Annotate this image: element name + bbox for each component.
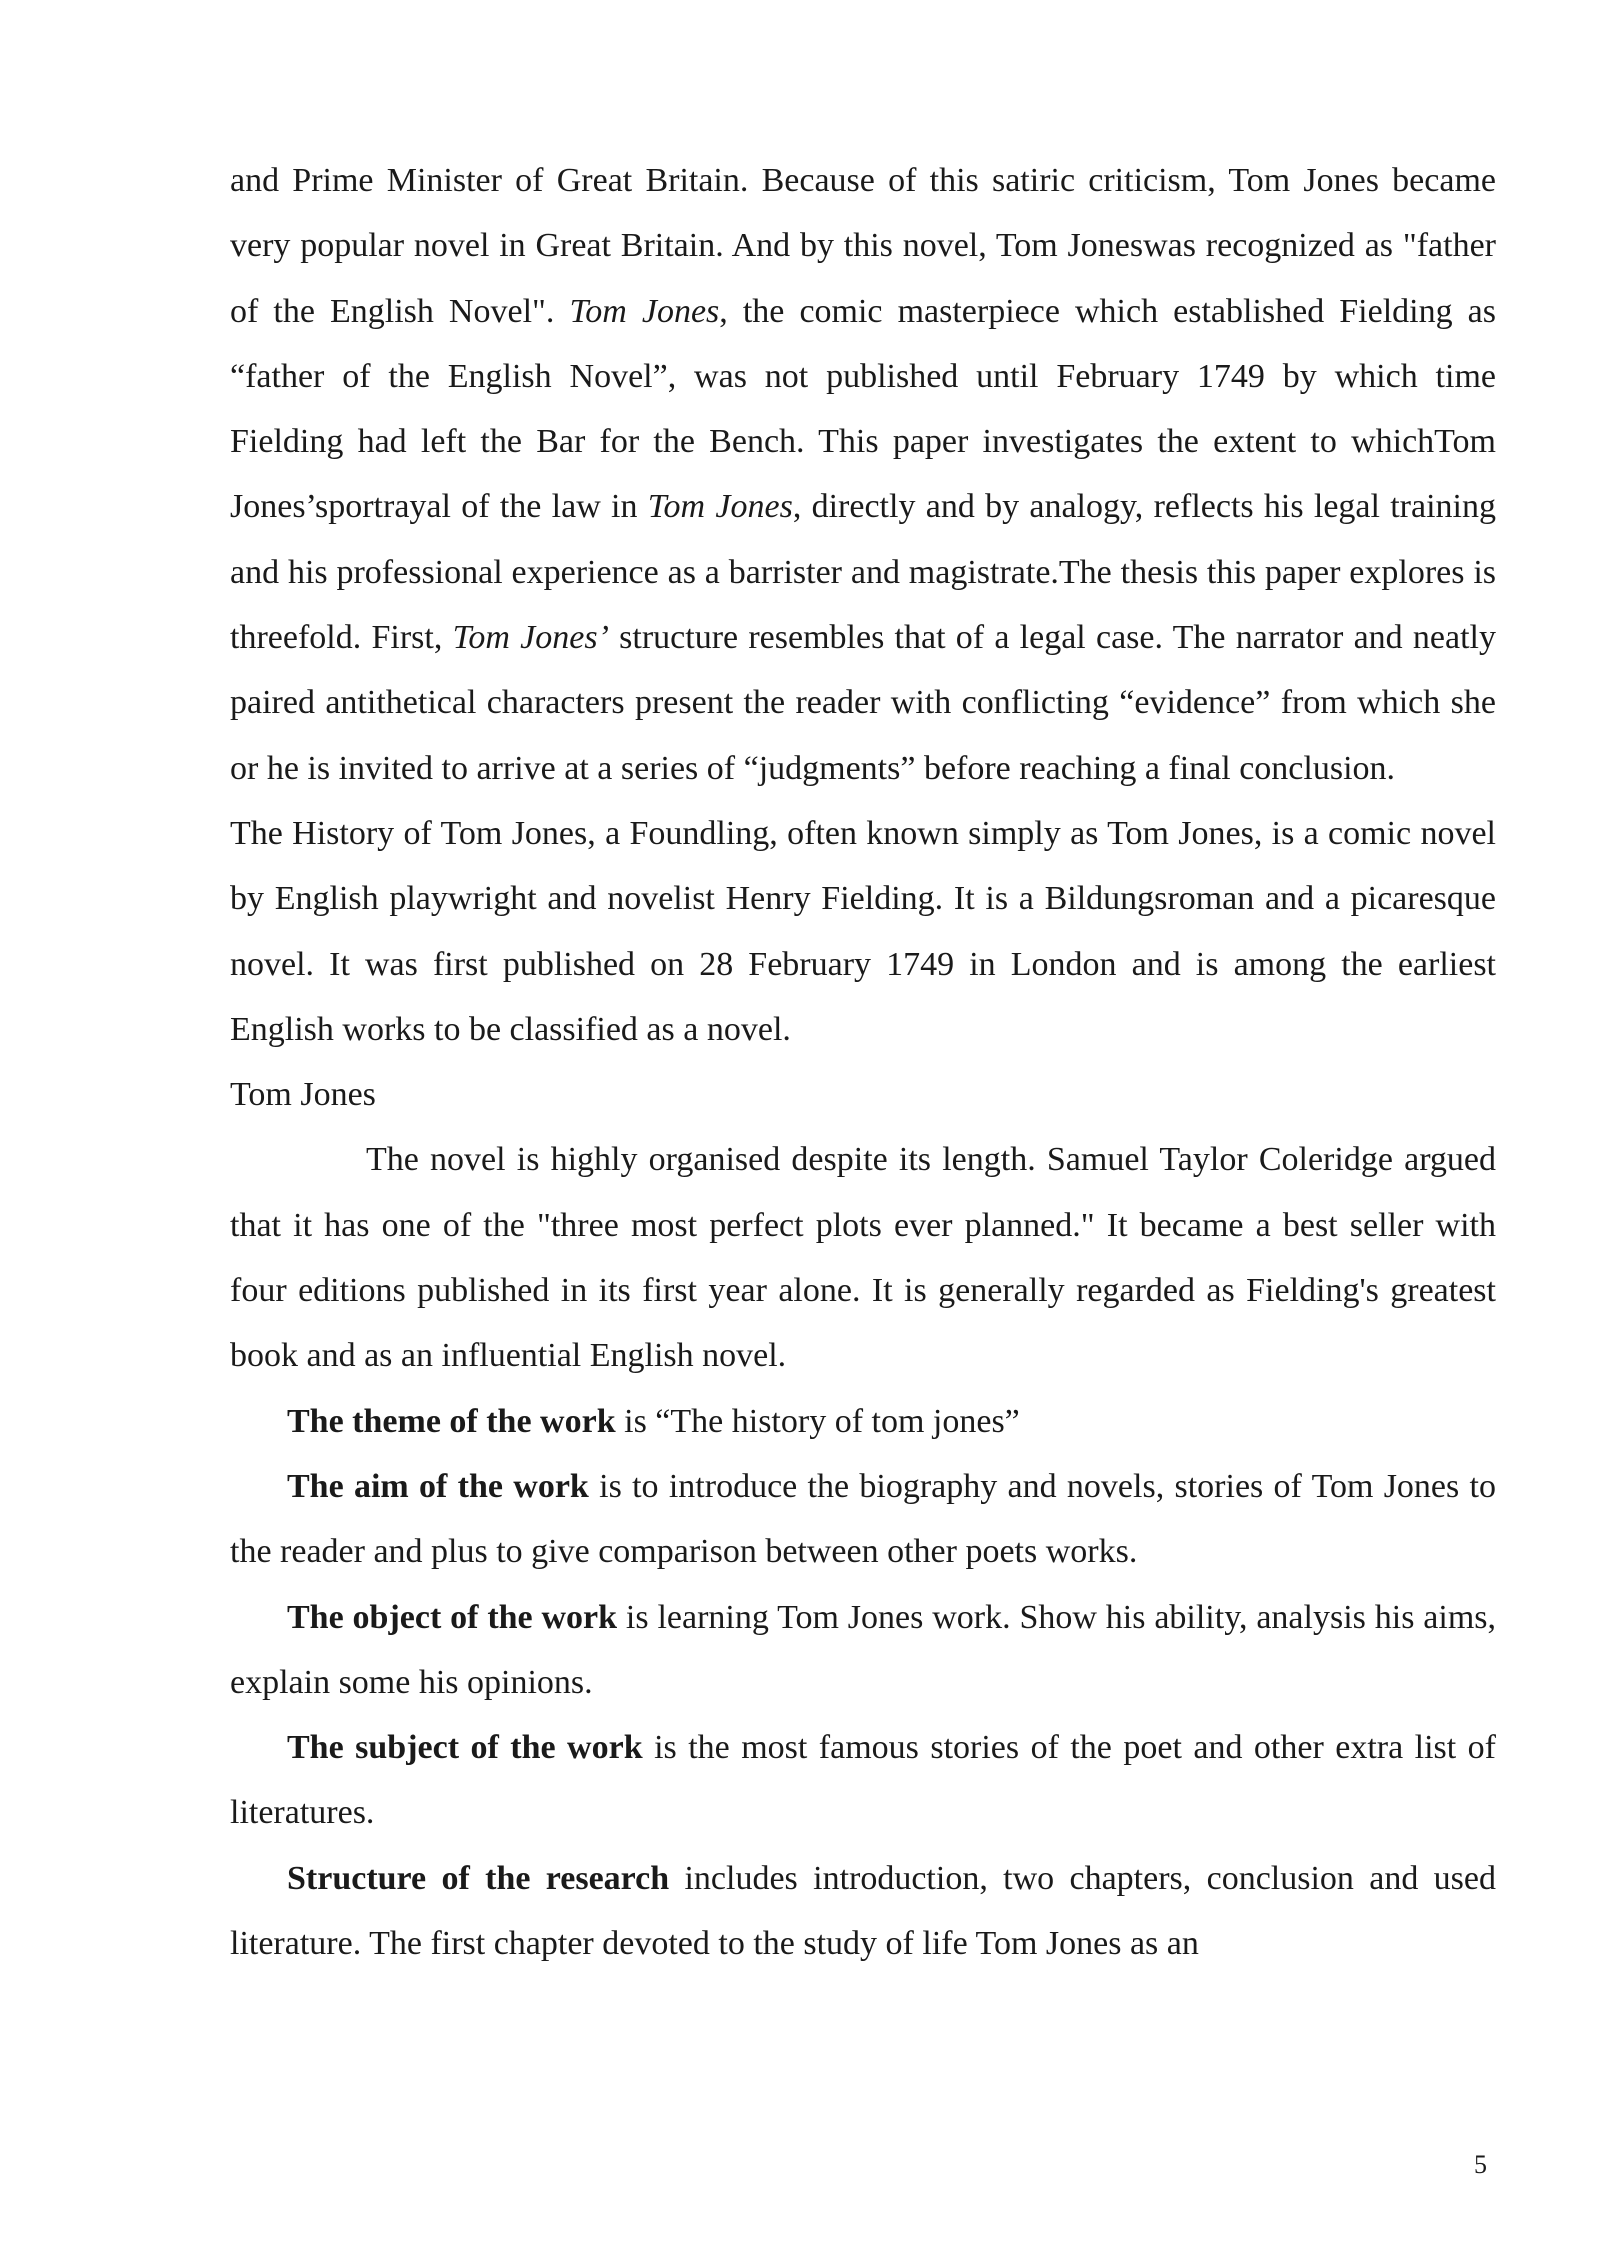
paragraph-fielding-satire — [230, 148, 1496, 801]
theme-label: The theme of the work — [287, 1402, 616, 1440]
paragraph-aim — [230, 1454, 1496, 1585]
paragraph-object — [230, 1585, 1496, 1716]
aim-text: is to introduce the biography and novels, stories of Tom Jones to the reader and plus to give comparison between other poets works. — [230, 1467, 1496, 1571]
text-run: , the comic masterpiece which established Fielding as “father of the English Novel”, was not published until February 1749 by which time Fielding had left the Bar for the Bench. This paper investigates the extent to whichTom Jones’sportrayal of the law in — [230, 292, 1496, 526]
paragraph-history-of-tom-jones: The History of Tom Jones, a Foundling, often known simply as Tom Jones, is a comic novel by English playwright and novelist Henry Fielding. It is a Bildungsroman and a picaresque novel. It was first published on 28 February 1749 in London and is among the earliest English works to be classified as a novel. — [230, 814, 1496, 1048]
italic-title: Tom Jones — [647, 488, 793, 526]
paragraph-subject — [230, 1715, 1496, 1846]
structure-label: Structure of the research — [287, 1859, 670, 1897]
page-number: 5 — [1474, 2150, 1487, 2179]
document-body — [230, 148, 1496, 1976]
paragraph-theme — [230, 1389, 1496, 1454]
subject-text: is the most famous stories of the poet and other extra list of literatures. — [230, 1729, 1496, 1832]
section-heading-tom-jones: Tom Jones — [230, 1076, 376, 1114]
paragraph-novel-organisation: The novel is highly organised despite its length. Samuel Taylor Coleridge argued that it has one of the "three most perfect plots ever planned." It became a best seller with four editions published in its first year alone. It is generally regarded as Fielding's greatest book and as an influential English novel. — [230, 1141, 1496, 1375]
text-run: structure resembles that of a legal case. The narrator and neatly paired antithetical characters present the reader with conflicting “evidence” from which she or he is invited to arrive at a series of “judgments” before reaching a final conclusion. — [230, 619, 1496, 787]
subject-label: The subject of the work — [287, 1729, 643, 1767]
paragraph-structure — [230, 1846, 1496, 1977]
theme-text: is “The history of tom jones” — [615, 1402, 1020, 1440]
italic-title: Tom Jones’ — [452, 619, 609, 657]
text-run: and Prime Minister of Great Britain. Because of this satiric criticism, Tom Jones became very popular novel in Great Britain. And by this novel, Tom Joneswas recognized as "father of the English Novel". — [230, 162, 1496, 330]
structure-text: includes introduction, two chapters, conclusion and used literature. The first chapter devoted to the study of life Tom Jones as an — [230, 1859, 1496, 1963]
object-text: is learning Tom Jones work. Show his ability, analysis his aims, explain some his opinions. — [230, 1598, 1496, 1701]
aim-label: The aim of the work — [287, 1467, 589, 1505]
text-run: , directly and by analogy, reflects his legal training and his professional experience as a barrister and magistrate.The thesis this paper explores is threefold. First, — [230, 488, 1496, 657]
italic-title: Tom Jones — [569, 292, 720, 330]
object-label: The object of the work — [287, 1598, 618, 1636]
